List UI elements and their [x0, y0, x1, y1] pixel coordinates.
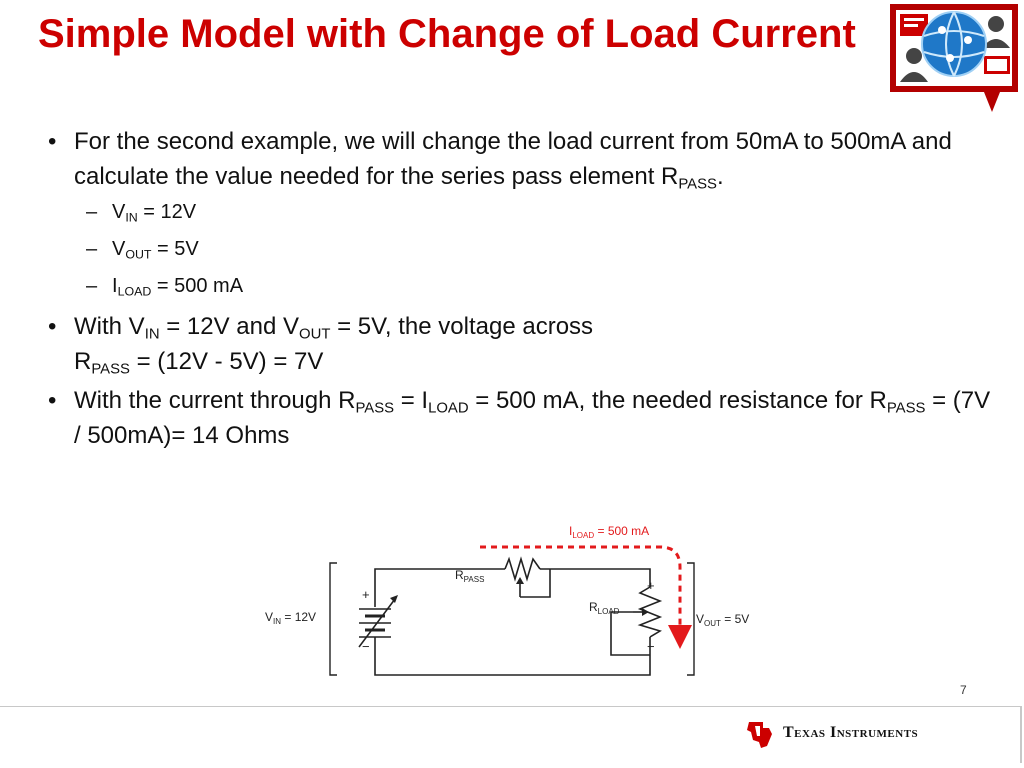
wire-top-right — [540, 569, 650, 587]
text: = (7V / 500mA)= 14 Ohms — [74, 387, 991, 449]
text: = (12V - 5V) = 7V — [129, 348, 324, 375]
subscript: OUT — [125, 247, 152, 262]
battery-minus: − — [362, 639, 370, 654]
subscript: IN — [125, 210, 138, 225]
bullet-1-text: For the second example, we will change the load current from 50mA to 500mA and calculate the value needed for the series pass element R — [74, 128, 952, 190]
bullet-1-end: . — [716, 163, 724, 190]
subscript: IN — [144, 326, 160, 343]
bullet-2 — [42, 309, 992, 379]
slide-body — [42, 124, 992, 453]
vout-bracket-right — [687, 563, 694, 675]
text: = 500 mA, the needed resistance for R — [468, 387, 887, 414]
bullet-1 — [42, 124, 992, 194]
rpass-resistor — [505, 559, 540, 579]
rpass-subscript: PASS — [678, 176, 717, 193]
symbol: V — [112, 201, 126, 223]
sub-bullet-iload — [42, 268, 992, 305]
value: = 12V — [137, 201, 197, 223]
vin-label: $V_{IN} = 12V$ — [265, 610, 317, 626]
dash: – — [86, 201, 98, 223]
dash: – — [86, 238, 98, 260]
globe-people-icon — [884, 0, 1024, 118]
symbol: V — [112, 238, 126, 260]
vout-label: $V_{OUT} = 5V$ — [696, 612, 750, 628]
ti-brand-text: Texas Instruments — [783, 724, 919, 741]
symbol: I — [112, 275, 118, 297]
ti-bug-logo-icon — [745, 718, 775, 750]
value: = 500 mA — [151, 275, 244, 297]
text: = 5V, the voltage across — [330, 313, 594, 340]
sub-bullet-vin — [42, 194, 992, 231]
rload-plus: + — [647, 578, 655, 593]
sub-bullet-vout — [42, 231, 992, 268]
bullet-dot: • — [48, 313, 57, 340]
subscript: PASS — [886, 400, 926, 417]
subscript: LOAD — [428, 400, 469, 417]
circuit-diagram — [255, 517, 765, 692]
subscript: LOAD — [117, 284, 152, 299]
text: = I — [394, 387, 429, 414]
rpass-label: $R_{PASS}$ — [455, 568, 485, 584]
dash: – — [86, 275, 98, 297]
subscript: OUT — [299, 326, 331, 343]
wire-bottom — [375, 637, 650, 675]
text: R — [74, 348, 92, 375]
subscript: PASS — [91, 361, 130, 378]
battery-plus: + — [362, 587, 370, 602]
iload-label: $I_{LOAD} = 500$ mA — [569, 524, 650, 540]
vin-bracket-left — [330, 563, 337, 675]
bullet-dot: • — [48, 387, 57, 414]
rload-minus: − — [647, 639, 655, 654]
value: = 5V — [151, 238, 199, 260]
text: With V — [74, 313, 145, 340]
rload-wiper-wire — [611, 612, 650, 655]
slide-title: Simple Model with Change of Load Current — [38, 12, 856, 56]
rload-label: $R_{LOAD}$ — [589, 600, 620, 616]
text: = 12V and V — [159, 313, 300, 340]
bullet-3 — [42, 383, 992, 453]
text: With the current through R — [74, 387, 356, 414]
bullet-dot: • — [48, 128, 57, 155]
page-number: 7 — [960, 683, 967, 697]
subscript: PASS — [355, 400, 395, 417]
